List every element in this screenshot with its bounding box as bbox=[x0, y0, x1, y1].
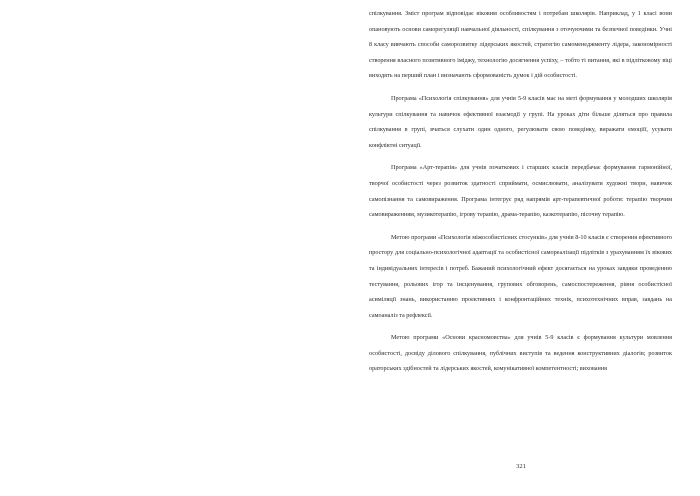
paragraph-eloquence: Метою програми «Основи красномовства» для учнів 5-9 класів є формування культури мовлення особистості, досвіду ділового спілкування, публічних виступів та ведення конструктивних діалогів; розвиток ораторських здібностей та лідерських якостей, комунікативної компетентності; виховання bbox=[369, 334, 672, 373]
body-text bbox=[369, 6, 672, 377]
paragraph-art-therapy: Програма «Арт-терапія» для учнів початкових і старших класів передбачає формування гармонійної, творчої особистості через розвиток здатності сприймати, осмислювати, аналізувати художні твори, навичок самопізнання та самовираження. Програма інтегрує ряд напрямів арт-терапевтичної роботи: терапію творчим самовираженням, музикотерапію, ігрову терапію, драма-терапію, казкотерапію, пісочну терапію. bbox=[369, 164, 672, 219]
paragraph-continuation: спілкування. Зміст програм відповідає віковим особливостям і потребам школярів. Наприклад, у 1 класі вони опановують основи саморегуляції навчальної діяльності, спілкування з оточуючими та безпечної поведінки. Учні 8 класу вивчають способи саморозвитку лідерських якостей, стратегію самоменеджменту лідера, закономірності створення власного позитивного іміджу, технологію досягнення успіху, – тобто ті питання, які в підлітковому віці виходять на перший план і визначають сформованість думок і дій особистості. bbox=[369, 10, 672, 80]
paragraph-psychology-of-communication: Програма «Психологія спілкування» для учнів 5-9 класів має на меті формування у молодших школярів культури спілкування та навичок ефективної взаємодії у групі. На уроках діти більше діляться про правила спілкування в групі, вчаться слухати один одного, регулювати свою поведінку, виражати емоціїї, усувати конфліктні ситуації. bbox=[369, 94, 672, 149]
paragraph-interpersonal-relations: Метою програми «Психологія міжособистісних стосунків» для учнів 8-10 класів є створення ефективного простору для соціально-психологічної адаптації та особистісної самореалізації підлітків з урахуванням їх вікових та індивідуальних інтересів і потреб. Бажаний психологічний ефект досягається на уроках завдяки проведенню тестування, рольових ігор та інсценування, групових обговорень, самоспостереження, рівня особистісної асиміляції знань, використанню проективних і конфронтаційних технік, психотехнічних вправ, завдань на самоаналіз та рефлексії. bbox=[369, 233, 672, 319]
page-number: 321 bbox=[516, 463, 526, 470]
